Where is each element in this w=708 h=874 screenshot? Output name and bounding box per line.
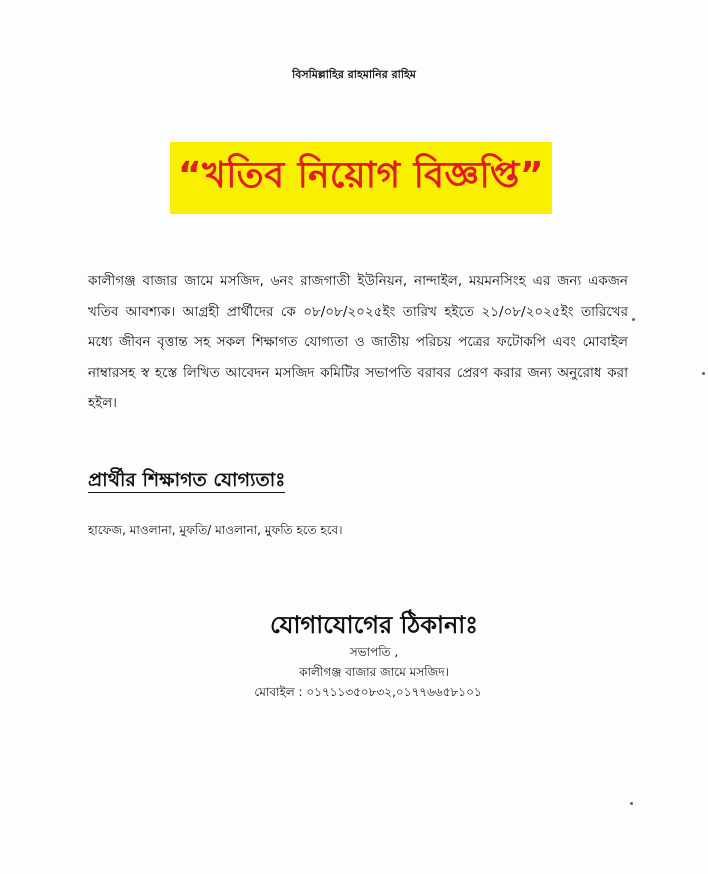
scan-speck — [632, 318, 635, 321]
contact-heading: যোগাযোগের ঠিকানাঃ — [269, 611, 479, 639]
contact-designation: সভাপতি , — [349, 645, 399, 659]
qualification-text: হাফেজ, মাওলানা, মুফতি/ মাওলানা, মুফতি হতে হবে। — [88, 523, 343, 537]
contact-organization: কালীগঞ্জ বাজার জামে মসজিদ। — [299, 665, 449, 679]
contact-mobile: মোবাইল : ০১৭১১৩৫০৮৩২,০১৭৭৬৬৫৮১০১ — [254, 685, 482, 699]
bismillah-header: বিসমিল্লাহির রাহমানির রাহিম — [292, 68, 416, 81]
notice-title: “খতিব নিয়োগ বিজ্ঞপ্তি” — [177, 155, 545, 196]
notice-body-paragraph: কালীগঞ্জ বাজার জামে মসজিদ, ৬নং রাজগাতী ইউনিয়ন, নান্দাইল, ময়মনসিংহ এর জন্য একজন খতিব আবশ্যক। আগ্রহী প্রার্থীদের কে ০৮/০৮/২০২৫ইং তারিখ হইতে ২১/০৮/২০২৫ইং তারিখের মধ্যে জীবন বৃত্তান্ত সহ সকল শিক্ষাগত যোগ্যতা ও জাতীয় পরিচয় পত্রের ফটোকপি এবং মোবাইল নাম্বারসহ স্ব হস্তে লিখিত আবেদন মসজিদ কমিটির সভাপতি বরাবর প্রেরণ করার জন্য অনুরোধ করা হইল। — [88, 273, 628, 411]
title-highlight-box — [170, 142, 552, 214]
qualification-heading — [88, 466, 285, 498]
scan-speck — [630, 802, 633, 805]
qualification-heading-text: প্রার্থীর শিক্ষাগত যোগ্যতাঃ — [88, 469, 286, 491]
scan-speck — [702, 372, 705, 375]
contact-block — [0, 608, 708, 702]
